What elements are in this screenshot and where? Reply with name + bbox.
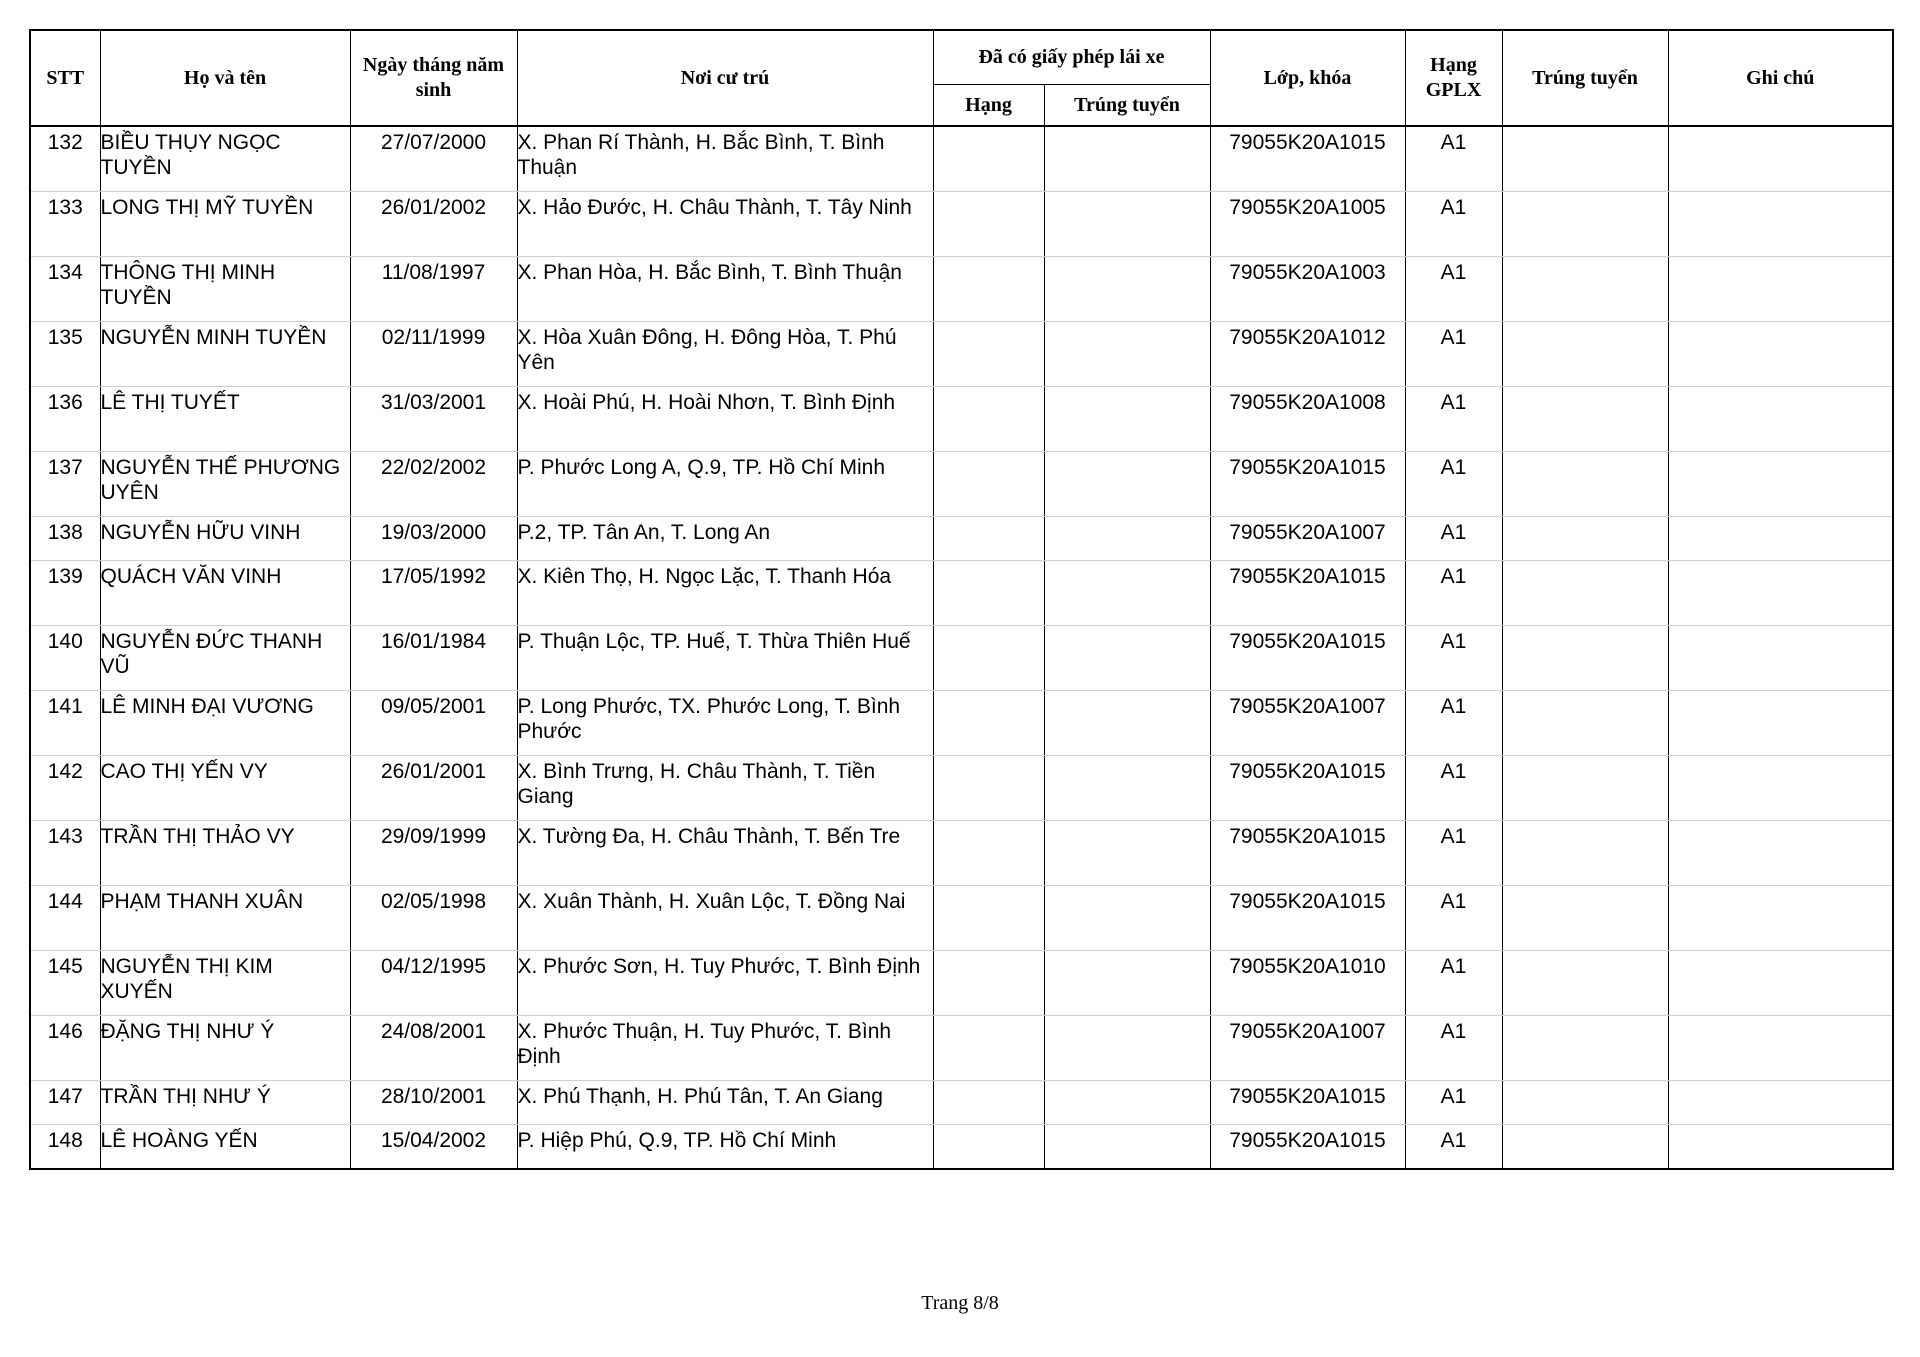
- row-passed: [1502, 322, 1668, 387]
- row-note: [1668, 192, 1893, 257]
- row-license-rank: [933, 1125, 1044, 1170]
- row-passed: [1502, 257, 1668, 322]
- row-license-passed: [1044, 387, 1210, 452]
- row-address: X. Phan Hòa, H. Bắc Bình, T. Bình Thuận: [517, 257, 933, 322]
- table-row: [30, 1081, 1893, 1125]
- row-address: P.2, TP. Tân An, T. Long An: [517, 517, 933, 561]
- row-class: 79055K20A1010: [1210, 951, 1405, 1016]
- row-stt: 143: [30, 821, 100, 886]
- row-license-passed: [1044, 517, 1210, 561]
- row-class: 79055K20A1015: [1210, 756, 1405, 821]
- row-address: X. Phan Rí Thành, H. Bắc Bình, T. Bình Thuận: [517, 126, 933, 192]
- row-address: P. Phước Long A, Q.9, TP. Hồ Chí Minh: [517, 452, 933, 517]
- row-dob: 04/12/1995: [350, 951, 517, 1016]
- row-license-passed: [1044, 322, 1210, 387]
- row-name: LÊ HOÀNG YẾN: [100, 1125, 350, 1170]
- header-passed: Trúng tuyển: [1502, 30, 1668, 126]
- row-name: NGUYỄN THẾ PHƯƠNG UYÊN: [100, 452, 350, 517]
- row-passed: [1502, 192, 1668, 257]
- row-name: QUÁCH VĂN VINH: [100, 561, 350, 626]
- row-license-passed: [1044, 626, 1210, 691]
- row-license-rank: [933, 1016, 1044, 1081]
- table-row: [30, 1016, 1893, 1081]
- row-address: X. Bình Trưng, H. Châu Thành, T. Tiền Giang: [517, 756, 933, 821]
- row-gplx: A1: [1405, 626, 1502, 691]
- row-passed: [1502, 756, 1668, 821]
- row-stt: 142: [30, 756, 100, 821]
- row-dob: 29/09/1999: [350, 821, 517, 886]
- row-note: [1668, 1081, 1893, 1125]
- row-note: [1668, 691, 1893, 756]
- row-gplx: A1: [1405, 691, 1502, 756]
- row-class: 79055K20A1008: [1210, 387, 1405, 452]
- row-name: TRẦN THỊ THẢO VY: [100, 821, 350, 886]
- table-row: [30, 1125, 1893, 1170]
- table-row: [30, 756, 1893, 821]
- row-dob: 31/03/2001: [350, 387, 517, 452]
- row-note: [1668, 1125, 1893, 1170]
- row-name: NGUYỄN MINH TUYỀN: [100, 322, 350, 387]
- row-gplx: A1: [1405, 192, 1502, 257]
- table-header: [30, 30, 1893, 126]
- row-passed: [1502, 517, 1668, 561]
- row-passed: [1502, 951, 1668, 1016]
- row-stt: 140: [30, 626, 100, 691]
- row-passed: [1502, 1016, 1668, 1081]
- row-license-rank: [933, 561, 1044, 626]
- row-name: TRẦN THỊ NHƯ Ý: [100, 1081, 350, 1125]
- row-license-rank: [933, 126, 1044, 192]
- header-license-passed: Trúng tuyển: [1044, 85, 1210, 127]
- row-license-passed: [1044, 452, 1210, 517]
- row-dob: 26/01/2001: [350, 756, 517, 821]
- row-note: [1668, 257, 1893, 322]
- row-license-passed: [1044, 1016, 1210, 1081]
- row-gplx: A1: [1405, 886, 1502, 951]
- row-stt: 147: [30, 1081, 100, 1125]
- row-class: 79055K20A1015: [1210, 1081, 1405, 1125]
- row-address: X. Hoài Phú, H. Hoài Nhơn, T. Bình Định: [517, 387, 933, 452]
- row-dob: 28/10/2001: [350, 1081, 517, 1125]
- row-license-rank: [933, 691, 1044, 756]
- row-address: X. Phước Thuận, H. Tuy Phước, T. Bình Định: [517, 1016, 933, 1081]
- table-row: [30, 452, 1893, 517]
- row-stt: 138: [30, 517, 100, 561]
- row-license-passed: [1044, 192, 1210, 257]
- row-license-passed: [1044, 951, 1210, 1016]
- row-class: 79055K20A1015: [1210, 126, 1405, 192]
- row-passed: [1502, 821, 1668, 886]
- row-note: [1668, 561, 1893, 626]
- row-name: CAO THỊ YẾN VY: [100, 756, 350, 821]
- row-class: 79055K20A1007: [1210, 517, 1405, 561]
- row-license-rank: [933, 951, 1044, 1016]
- row-license-passed: [1044, 1081, 1210, 1125]
- row-name: PHẠM THANH XUÂN: [100, 886, 350, 951]
- row-passed: [1502, 1125, 1668, 1170]
- row-address: X. Phước Sơn, H. Tuy Phước, T. Bình Định: [517, 951, 933, 1016]
- row-license-rank: [933, 821, 1044, 886]
- row-license-passed: [1044, 886, 1210, 951]
- header-class: Lớp, khóa: [1210, 30, 1405, 126]
- row-gplx: A1: [1405, 387, 1502, 452]
- row-license-passed: [1044, 257, 1210, 322]
- row-name: LONG THỊ MỸ TUYỀN: [100, 192, 350, 257]
- row-note: [1668, 126, 1893, 192]
- row-dob: 24/08/2001: [350, 1016, 517, 1081]
- row-passed: [1502, 691, 1668, 756]
- row-class: 79055K20A1015: [1210, 452, 1405, 517]
- row-dob: 19/03/2000: [350, 517, 517, 561]
- row-gplx: A1: [1405, 821, 1502, 886]
- row-dob: 16/01/1984: [350, 626, 517, 691]
- row-passed: [1502, 626, 1668, 691]
- row-address: X. Xuân Thành, H. Xuân Lộc, T. Đồng Nai: [517, 886, 933, 951]
- row-note: [1668, 821, 1893, 886]
- row-address: P. Hiệp Phú, Q.9, TP. Hồ Chí Minh: [517, 1125, 933, 1170]
- row-license-rank: [933, 257, 1044, 322]
- row-dob: 26/01/2002: [350, 192, 517, 257]
- row-class: 79055K20A1003: [1210, 257, 1405, 322]
- row-passed: [1502, 1081, 1668, 1125]
- row-note: [1668, 886, 1893, 951]
- row-license-rank: [933, 626, 1044, 691]
- table-row: [30, 126, 1893, 192]
- row-passed: [1502, 387, 1668, 452]
- row-note: [1668, 452, 1893, 517]
- row-class: 79055K20A1015: [1210, 886, 1405, 951]
- row-class: 79055K20A1007: [1210, 691, 1405, 756]
- table-row: [30, 951, 1893, 1016]
- row-license-rank: [933, 322, 1044, 387]
- row-stt: 133: [30, 192, 100, 257]
- row-dob: 27/07/2000: [350, 126, 517, 192]
- row-gplx: A1: [1405, 1081, 1502, 1125]
- page-number: Trang 8/8: [921, 1292, 999, 1314]
- row-stt: 144: [30, 886, 100, 951]
- row-stt: 135: [30, 322, 100, 387]
- row-address: X. Phú Thạnh, H. Phú Tân, T. An Giang: [517, 1081, 933, 1125]
- table-row: [30, 192, 1893, 257]
- row-address: X. Kiên Thọ, H. Ngọc Lặc, T. Thanh Hóa: [517, 561, 933, 626]
- row-gplx: A1: [1405, 1125, 1502, 1170]
- row-license-passed: [1044, 821, 1210, 886]
- table-row: [30, 257, 1893, 322]
- row-license-rank: [933, 1081, 1044, 1125]
- table-row: [30, 626, 1893, 691]
- table-row: [30, 561, 1893, 626]
- row-stt: 132: [30, 126, 100, 192]
- row-note: [1668, 322, 1893, 387]
- row-name: ĐẶNG THỊ NHƯ Ý: [100, 1016, 350, 1081]
- row-address: X. Hảo Đước, H. Châu Thành, T. Tây Ninh: [517, 192, 933, 257]
- row-dob: 02/11/1999: [350, 322, 517, 387]
- row-note: [1668, 756, 1893, 821]
- table-row: [30, 322, 1893, 387]
- row-stt: 141: [30, 691, 100, 756]
- row-gplx: A1: [1405, 517, 1502, 561]
- row-license-rank: [933, 192, 1044, 257]
- row-stt: 134: [30, 257, 100, 322]
- row-stt: 146: [30, 1016, 100, 1081]
- row-dob: 15/04/2002: [350, 1125, 517, 1170]
- row-dob: 09/05/2001: [350, 691, 517, 756]
- row-dob: 17/05/1992: [350, 561, 517, 626]
- candidate-table: [29, 29, 1894, 1170]
- table-row: [30, 691, 1893, 756]
- row-class: 79055K20A1015: [1210, 561, 1405, 626]
- row-license-rank: [933, 756, 1044, 821]
- header-note: Ghi chú: [1668, 30, 1893, 126]
- row-note: [1668, 387, 1893, 452]
- row-name: LÊ THỊ TUYẾT: [100, 387, 350, 452]
- row-license-passed: [1044, 691, 1210, 756]
- row-gplx: A1: [1405, 126, 1502, 192]
- row-class: 79055K20A1012: [1210, 322, 1405, 387]
- row-note: [1668, 1016, 1893, 1081]
- row-license-rank: [933, 886, 1044, 951]
- table-body: [30, 126, 1893, 1169]
- row-class: 79055K20A1005: [1210, 192, 1405, 257]
- row-stt: 145: [30, 951, 100, 1016]
- row-class: 79055K20A1015: [1210, 821, 1405, 886]
- header-gplx-rank: Hạng GPLX: [1405, 30, 1502, 126]
- row-address: P. Thuận Lộc, TP. Huế, T. Thừa Thiên Huế: [517, 626, 933, 691]
- row-license-passed: [1044, 126, 1210, 192]
- row-address: X. Tường Đa, H. Châu Thành, T. Bến Tre: [517, 821, 933, 886]
- header-stt: STT: [30, 30, 100, 126]
- row-gplx: A1: [1405, 561, 1502, 626]
- row-name: THÔNG THỊ MINH TUYỀN: [100, 257, 350, 322]
- row-license-passed: [1044, 756, 1210, 821]
- row-name: NGUYỄN ĐỨC THANH VŨ: [100, 626, 350, 691]
- row-note: [1668, 517, 1893, 561]
- row-gplx: A1: [1405, 951, 1502, 1016]
- row-gplx: A1: [1405, 257, 1502, 322]
- row-license-rank: [933, 387, 1044, 452]
- row-class: 79055K20A1015: [1210, 1125, 1405, 1170]
- header-license-rank: Hạng: [933, 85, 1044, 127]
- table-row: [30, 821, 1893, 886]
- row-license-passed: [1044, 1125, 1210, 1170]
- row-license-rank: [933, 452, 1044, 517]
- table-row: [30, 517, 1893, 561]
- row-stt: 137: [30, 452, 100, 517]
- row-dob: 11/08/1997: [350, 257, 517, 322]
- row-license-rank: [933, 517, 1044, 561]
- row-note: [1668, 951, 1893, 1016]
- row-stt: 139: [30, 561, 100, 626]
- table-row: [30, 886, 1893, 951]
- row-name: LÊ MINH ĐẠI VƯƠNG: [100, 691, 350, 756]
- row-name: BIỀU THỤY NGỌC TUYỀN: [100, 126, 350, 192]
- row-dob: 22/02/2002: [350, 452, 517, 517]
- header-name: Họ và tên: [100, 30, 350, 126]
- row-gplx: A1: [1405, 1016, 1502, 1081]
- header-dob: Ngày tháng năm sinh: [350, 30, 517, 126]
- row-stt: 136: [30, 387, 100, 452]
- row-dob: 02/05/1998: [350, 886, 517, 951]
- row-passed: [1502, 886, 1668, 951]
- header-residence: Nơi cư trú: [517, 30, 933, 126]
- row-license-passed: [1044, 561, 1210, 626]
- row-name: NGUYỄN HỮU VINH: [100, 517, 350, 561]
- row-gplx: A1: [1405, 756, 1502, 821]
- header-license-group: Đã có giấy phép lái xe: [933, 30, 1210, 85]
- row-passed: [1502, 452, 1668, 517]
- row-address: P. Long Phước, TX. Phước Long, T. Bình Phước: [517, 691, 933, 756]
- row-address: X. Hòa Xuân Đông, H. Đông Hòa, T. Phú Yên: [517, 322, 933, 387]
- row-name: NGUYỄN THỊ KIM XUYẾN: [100, 951, 350, 1016]
- row-passed: [1502, 126, 1668, 192]
- row-class: 79055K20A1007: [1210, 1016, 1405, 1081]
- row-gplx: A1: [1405, 322, 1502, 387]
- table-row: [30, 387, 1893, 452]
- row-passed: [1502, 561, 1668, 626]
- row-class: 79055K20A1015: [1210, 626, 1405, 691]
- row-stt: 148: [30, 1125, 100, 1170]
- row-gplx: A1: [1405, 452, 1502, 517]
- row-note: [1668, 626, 1893, 691]
